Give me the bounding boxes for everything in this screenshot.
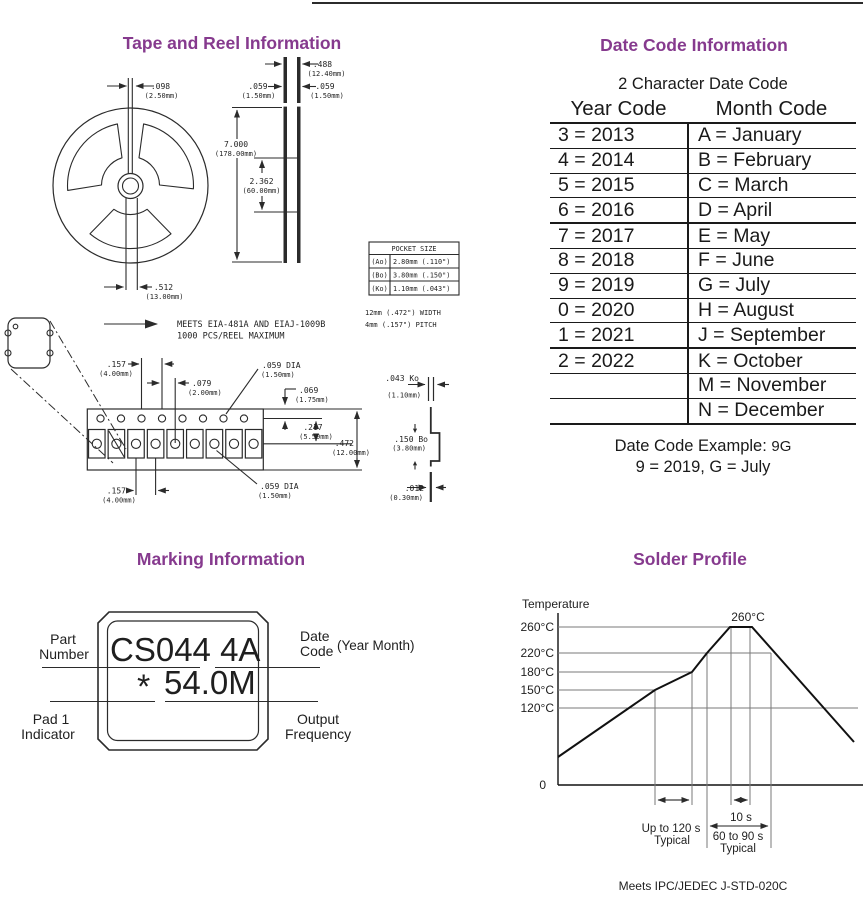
tick-260: 260°C	[520, 620, 554, 634]
dim-hole-offset-mm: (2.00mm)	[188, 389, 222, 397]
sprocket-holes	[97, 415, 248, 422]
jedec-compliance-note: Meets IPC/JEDEC J-STD-020C	[618, 879, 788, 893]
reflow-profile-line	[558, 627, 854, 757]
chip-part-number-text: CS044 4A	[110, 631, 261, 668]
dim-tape-width-mm: (12.40mm)	[307, 70, 346, 78]
reel-flange-left	[284, 57, 288, 263]
example-value: 9G	[771, 437, 792, 455]
date-code-table	[550, 124, 856, 425]
reflow-time-label: 60 to 90 s	[712, 831, 764, 843]
tape-reel-drawing	[5, 57, 459, 505]
reel-flange-right	[297, 57, 301, 263]
table-row: N = December	[550, 399, 856, 425]
label-pad1: Pad 1	[32, 711, 70, 727]
tick-0: 0	[539, 778, 546, 792]
pocket-ko-key: (Ko)	[371, 285, 388, 293]
example-label: Date Code Example:	[614, 436, 767, 455]
dim-hub-hole-in: .512	[153, 283, 174, 292]
dim-pocket-pitch-in: .157	[106, 486, 126, 496]
table-row: 1 = 2021 J = September	[550, 323, 856, 349]
dim-hole-pitch-in: .157	[106, 360, 126, 369]
dim-ko-in: .043 Ko	[385, 374, 419, 383]
table-row: 4 = 2014 B = February	[550, 149, 856, 174]
peak-time-annotation	[730, 800, 752, 824]
table-row: 0 = 2020 H = August	[550, 299, 856, 324]
dim-hole-dia-bottom-mm: (1.50mm)	[258, 492, 292, 500]
table-row: 9 = 2019 G = July	[550, 274, 856, 299]
solder-profile-chart	[521, 597, 863, 893]
dim-center-span-in: .217	[303, 423, 323, 432]
dim-ko-mm: (1.10mm)	[387, 391, 421, 400]
reel-cutout-upper-right	[139, 124, 193, 189]
dim-reel-dia-mm: (178.00mm)	[214, 150, 258, 158]
dim-tape-strip-width-mm: (12.00mm)	[332, 449, 370, 457]
dim-hub-dia-mm: (60.00mm)	[242, 187, 281, 195]
chip-pad1-mark: *	[137, 668, 151, 706]
pad1-indicator-dot	[13, 324, 18, 329]
soak-typical-label: Typical	[654, 835, 690, 847]
reel-outline	[53, 108, 208, 263]
dim-hole-dia-bottom-in: .059 DIA	[260, 482, 299, 491]
reel-side-view	[215, 57, 346, 263]
dim-reel-dia-in: 7.000	[223, 140, 249, 149]
date-code-table-header	[550, 96, 856, 124]
date-code-example	[550, 436, 856, 477]
reflow-typical-label: Typical	[720, 843, 756, 855]
dim-flange-right-in: .059	[315, 82, 335, 91]
tick-220: 220°C	[520, 646, 554, 660]
standards-note-line1: MEETS EIA-481A AND EIAJ-1009B	[177, 320, 326, 330]
dim-hole-dia-top-mm: (1.50mm)	[261, 371, 295, 379]
standards-note-line2: 1000 PCS/REEL MAXIMUM	[177, 331, 285, 342]
tape-pitch-note: 4mm (.157") PITCH	[365, 321, 437, 329]
temperature-axis-label: Temperature	[522, 597, 590, 611]
dim-bo-mm: (3.80mm)	[392, 444, 426, 453]
table-row: 6 = 2016 D = April	[550, 198, 856, 224]
year-code-header: Year Code	[570, 97, 667, 120]
peak-temp-label: 260°C	[731, 610, 765, 624]
dim-tape-width-in: .488	[312, 60, 333, 69]
label-year-month: (Year Month)	[337, 638, 415, 653]
table-row: 2 = 2022 K = October	[550, 349, 856, 374]
dim-hole-pitch-mm: (4.00mm)	[99, 370, 133, 378]
table-row: 3 = 2013 A = January	[550, 124, 856, 149]
tick-180: 180°C	[520, 665, 554, 679]
dim-hole-offset-in: .079	[192, 379, 212, 388]
dim-tape-strip-width-in: .472	[334, 439, 354, 448]
solder-title: Solder Profile	[633, 549, 747, 569]
dim-edge-margin-mm: (1.75mm)	[295, 396, 329, 404]
dim-flange-left-in: .059	[248, 82, 268, 91]
dim-bo-in: .150 Bo	[394, 435, 428, 444]
label-code: Code	[300, 643, 334, 659]
reel-front-view	[53, 78, 208, 301]
reel-cutout-upper-left	[68, 124, 122, 190]
dim-thickness-in: .012	[404, 484, 424, 493]
label-date: Date	[300, 628, 330, 644]
standards-note	[104, 320, 325, 342]
marking-drawing	[21, 612, 414, 750]
peak-time-label: 10 s	[730, 812, 752, 824]
pocket-table-title: POCKET SIZE	[391, 245, 437, 253]
soak-time-annotation	[642, 800, 701, 847]
month-code-header: Month Code	[715, 97, 828, 120]
dim-hole-dia-top-in: .059 DIA	[262, 361, 301, 370]
label-indicator: Indicator	[21, 726, 75, 742]
dim-hub-hole-mm: (13.00mm)	[145, 293, 184, 301]
pocket-cross-section	[385, 374, 449, 502]
tick-120: 120°C	[520, 701, 554, 715]
dim-thickness-mm: (0.30mm)	[389, 494, 423, 502]
dim-flange-left-mm: (1.50mm)	[241, 92, 276, 100]
tape-reel-title: Tape and Reel Information	[122, 33, 342, 53]
label-frequency: Frequency	[285, 726, 352, 742]
table-row: 7 = 2017 E = May	[550, 224, 856, 249]
dim-slot-width-mm: (2.50mm)	[144, 92, 179, 100]
pocket-bo-key: (Bo)	[371, 271, 388, 280]
pocket-ko-value: 1.10mm (.043")	[393, 285, 451, 293]
dim-pocket-pitch-mm: (4.00mm)	[102, 496, 136, 505]
date-code-section	[550, 75, 856, 477]
pocket-size-table	[365, 242, 459, 329]
soak-time-label: Up to 120 s	[641, 823, 701, 835]
pocket-ao-key: (Ao)	[371, 258, 388, 266]
dim-hub-dia-in: 2.362	[249, 177, 274, 186]
tape-width-note: 12mm (.472") WIDTH	[365, 309, 441, 317]
table-row: M = November	[550, 374, 856, 399]
tape-strip	[87, 358, 370, 505]
label-output: Output	[297, 711, 340, 727]
dim-center-span-mm: (5.50mm)	[299, 433, 333, 441]
tick-150: 150°C	[520, 683, 554, 697]
date-code-title: Date Code Information	[600, 35, 788, 55]
reflow-time-annotation	[710, 826, 768, 855]
marking-title: Marking Information	[136, 549, 306, 569]
table-row: 5 = 2015 C = March	[550, 174, 856, 199]
pocket-ao-value: 2.80mm (.110")	[393, 258, 451, 266]
time-reference-lines	[655, 627, 771, 848]
label-number: Number	[39, 646, 89, 662]
dim-slot-width-in: .098	[150, 82, 171, 91]
date-code-subtitle: 2 Character Date Code	[618, 75, 788, 93]
example-meaning: 9 = 2019, G = July	[635, 457, 771, 476]
dim-edge-margin-in: .069	[299, 386, 319, 395]
pocket-bo-value: 3.80mm (.150")	[393, 271, 451, 280]
dim-flange-right-mm: (1.50mm)	[310, 92, 344, 100]
reel-cutout-bottom	[90, 209, 171, 248]
reel-hub	[118, 174, 143, 199]
label-part: Part	[50, 631, 76, 647]
chip-frequency-text: 54.0M	[164, 664, 256, 701]
table-row: 8 = 2018 F = June	[550, 249, 856, 274]
